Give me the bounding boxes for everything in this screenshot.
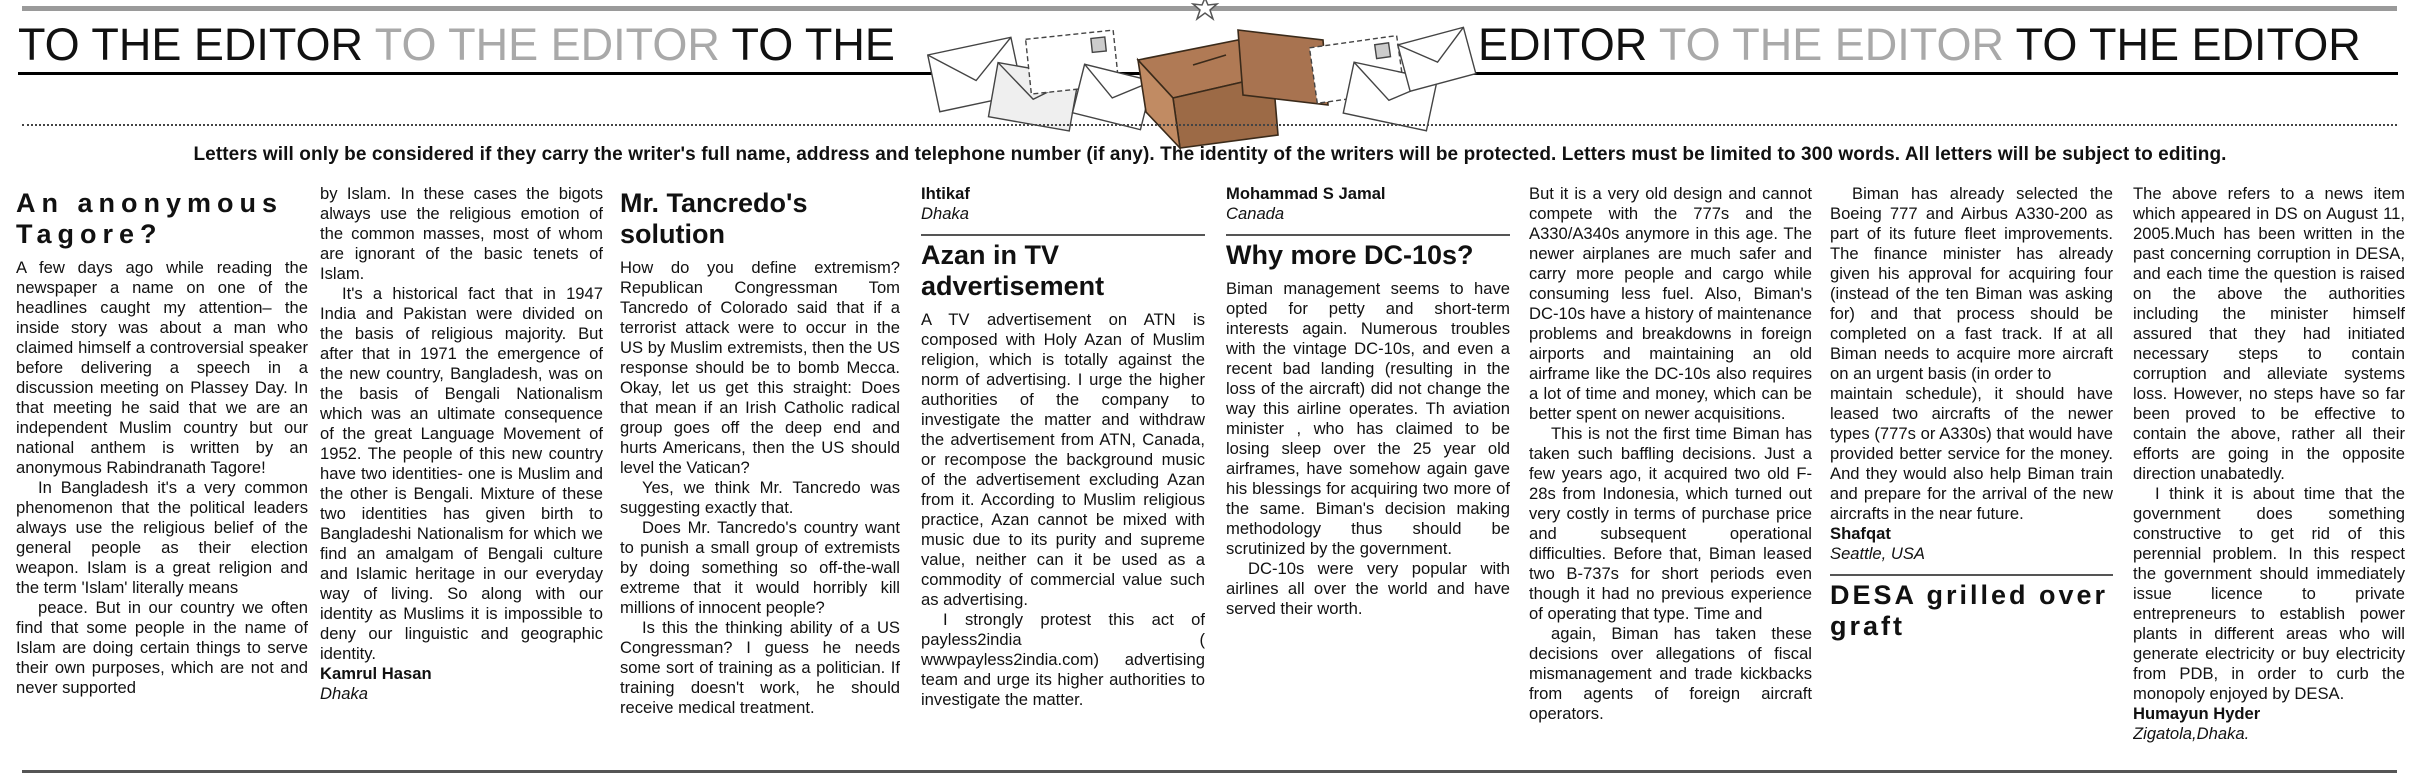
letter-paragraph: A TV advertisement on ATN is composed with Holy Azan of Muslim religion, which is totally against the norm of advertising. I urge the higher authorities of the company to investigate the matter and withdraw the advertisement from ATN, Canada, or recompose the background music of the advertisement excluding Azan from it. According to Muslim religious practice, Azan cannot be mixed with music due to its purity and supreme value, neither can it be used as a commodity of commercial value such as advertising.: [921, 310, 1205, 609]
letter-paragraph: I strongly protest this act of payless2india ( wwwpayless2india.com) advertising team and urge its higher authorities to investigate the matter.: [921, 610, 1205, 709]
banner-left-light: TO THE EDITOR: [374, 19, 720, 70]
article-divider: [1830, 574, 2113, 576]
column-5: [1226, 184, 1510, 744]
headline-tancredo: Mr. Tancredo's solution: [620, 188, 808, 249]
letter-paragraph: Does Mr. Tancredo's country want to punish a small group of extremists by doing something so off-the-wall extreme that it would horribly kill millions of innocent people?: [620, 518, 900, 617]
banner-left-dark-2: TO THE: [731, 19, 895, 70]
column-6: [1529, 184, 1812, 744]
signature-name: Humayun Hyder: [2133, 704, 2261, 723]
column-3: [620, 184, 900, 744]
star-burst-icon: [1193, 0, 1217, 19]
banner-right: [1478, 18, 2361, 72]
banner-right-light: TO THE EDITOR: [1658, 19, 2004, 70]
signature-place: Seattle, USA: [1830, 544, 1926, 563]
column-7: [1830, 184, 2113, 744]
letter-paragraph: The above refers to a news item which appeared in DS on August 11, 2005.Much has been written in the past concerning corruption in DESA, and each time the question is raised on the above the authorities including the minister himself assured that they had initiated necessary steps to contain corruption and alleviate systems loss. However, no steps have so far been proved to be effective to contain the above, rather all their efforts are going in the opposite direction unabatedly.: [2133, 184, 2405, 483]
signature-name: Kamrul Hasan: [320, 664, 432, 683]
letter-paragraph: Biman has already selected the Boeing 777 and Airbus A330-200 as part of its future fleet improvements. The finance minister has already given his approval for acquiring four (instead of the ten Biman was asking for) and that process should be completed on a fast track. If at all Biman needs to acquire more aircraft on an urgent basis (in order to: [1830, 184, 2113, 383]
headline-anonymous-tagore: An anonymous Tagore?: [16, 188, 284, 249]
headline-azan: Azan in TV advertisement: [921, 240, 1105, 301]
letter-paragraph: Biman management seems to have opted for petty and short-term interests again. Numerous troubles with the vintage DC-10s, and even a recent bad landing (resulting in the loss of the aircraft) did not change the way this airline operates. Th aviation minister , who has claimed to be losing sleep over the 25 year old airframes, have somehow again gave his blessings for acquiring two more of the same. Biman's decision making methodology thus should be scrutinized by the government.: [1226, 279, 1510, 558]
signature-place: Dhaka: [921, 204, 969, 223]
letter-paragraph: But it is a very old design and cannot compete with the 777s and the A330/A340s anymore in this age. The newer airplanes are much safer and carry more people and cargo while consuming less fuel. Also, Biman's DC-10s have a history of maintenance problems and breakdowns in foreign airports and maintaining an old airframe like the DC-10s also requires a lot of time and money, which can be better spent on newer acquisitions.: [1529, 184, 1812, 423]
submission-notice: Letters will only be considered if they carry the writer's full name, address and telephone number (if any). The identity of the writers will be protected. Letters must be limited to 300 words. All letters will be subject to editing.: [193, 144, 2227, 165]
letter-paragraph: Yes, we think Mr. Tancredo was suggesting exactly that.: [620, 478, 900, 517]
headline-dc10: Why more DC-10s?: [1226, 240, 1474, 270]
dotted-divider: [22, 124, 2397, 126]
bottom-rule: [22, 770, 2397, 773]
letter-paragraph: I think it is about time that the government does something constructive to get rid of this perennial problem. In this respect the government should immediately issue licence to private entrepreneurs to establish power plants in different areas who will generate electricity or buy electricity from PDB, in order to curb the monopoly enjoyed by DESA.: [2133, 484, 2405, 703]
letter-paragraph: maintain schedule), it should have leased two aircrafts of the newer types (777s or A330s) that would have provided better service for the money. And they would also help Biman train and prepare for the arrival of the new aircrafts in the near future.: [1830, 384, 2113, 523]
signature-name: Shafqat: [1830, 524, 1891, 543]
banner-right-dark-2: TO THE EDITOR: [2015, 19, 2361, 70]
letter-paragraph: peace. But in our country we often find that some people in the name of Islam are doing certain things to serve their own purposes, which are not and never supported: [16, 598, 308, 697]
letter-paragraph: How do you define extremism? Republican Congressman Tom Tancredo of Colorado said that if a terrorist attack were to occur in the US by Muslim extremists, then the US response should be to bomb Mecca. Okay, let us get this straight: Does that mean if an Irish Catholic radical group goes off the deep end and hurts Americans, then the US should level the Vatican?: [620, 258, 900, 477]
signature-place: Dhaka: [320, 684, 368, 703]
column-2: [320, 184, 603, 744]
letter-paragraph: This is not the first time Biman has taken such baffling decisions. Just a few years ago, it acquired two old F-28s from Indonesia, which turned out very costly in terms of purchase price and subsequent operational difficulties. Before that, Biman leased two B-737s for short periods even though it had no previous experience of operating that type. Time and: [1529, 424, 1812, 623]
column-8: [2133, 184, 2405, 744]
letter-paragraph: Is this the thinking ability of a US Congressman? I guess he needs some sort of training as a politician. If training doesn't work, he should receive medical treatment.: [620, 618, 900, 717]
letter-paragraph: by Islam. In these cases the bigots always use the religious emotion of the common masses, most of whom are ignorant of the basic tenets of Islam.: [320, 184, 603, 283]
article-divider: [1226, 234, 1510, 236]
signature-place: Canada: [1226, 204, 1285, 223]
letter-paragraph: A few days ago while reading the newspaper a name on one of the headlines caught my attention– the inside story was about a man who claimed himself a controversial speaker before delivering a speech in a discussion meeting on Plassey Day. In that meeting he said that we are an independent Muslim country but our national anthem is written by an anonymous Rabindranath Tagore!: [16, 258, 308, 477]
banner-left: [18, 18, 895, 72]
letter-paragraph: DC-10s were very popular with airlines all over the world and have served their worth.: [1226, 559, 1510, 618]
article-divider: [921, 234, 1205, 236]
banner-left-dark-1: TO THE EDITOR: [18, 19, 364, 70]
signature-name: Mohammad S Jamal: [1226, 184, 1386, 203]
letter-paragraph: again, Biman has taken these decisions over allegations of fiscal mismanagement and trade kickbacks from agents of foreign aircraft operators.: [1529, 624, 1812, 723]
letter-paragraph: It's a historical fact that in 1947 India and Pakistan were divided on the basis of religious majority. But after that in 1971 the emergence of the new country, Bangladesh, was on the basis of Bengali Nationalism which was an ultimate consequence of the great Language Movement of 1952. The people of this new country have two identities- one is Muslim and the other is Bengali. Mixture of these two identities has given birth to Bangladeshi Nationalism for which we find an amalgam of Bengali culture and Islamic heritage in our everyday way of living. So along with our identity as Muslims it is impossible to deny our linguistic and geographic identity.: [320, 284, 603, 663]
signature-place: Zigatola,Dhaka.: [2133, 724, 2250, 743]
signature-name: Ihtikaf: [921, 184, 970, 203]
envelopes-and-parcels-icon: [908, 0, 1478, 150]
headline-desa: DESA grilled over graft: [1830, 580, 2109, 641]
banner-right-dark-1: EDITOR: [1478, 19, 1648, 70]
letter-paragraph: In Bangladesh it's a very common phenomenon that the political leaders always use the religious belief of the general people as their election weapon. Islam is a great religion and the term 'Islam' literally means: [16, 478, 308, 597]
column-4: [921, 184, 1205, 744]
column-1: [16, 184, 308, 744]
